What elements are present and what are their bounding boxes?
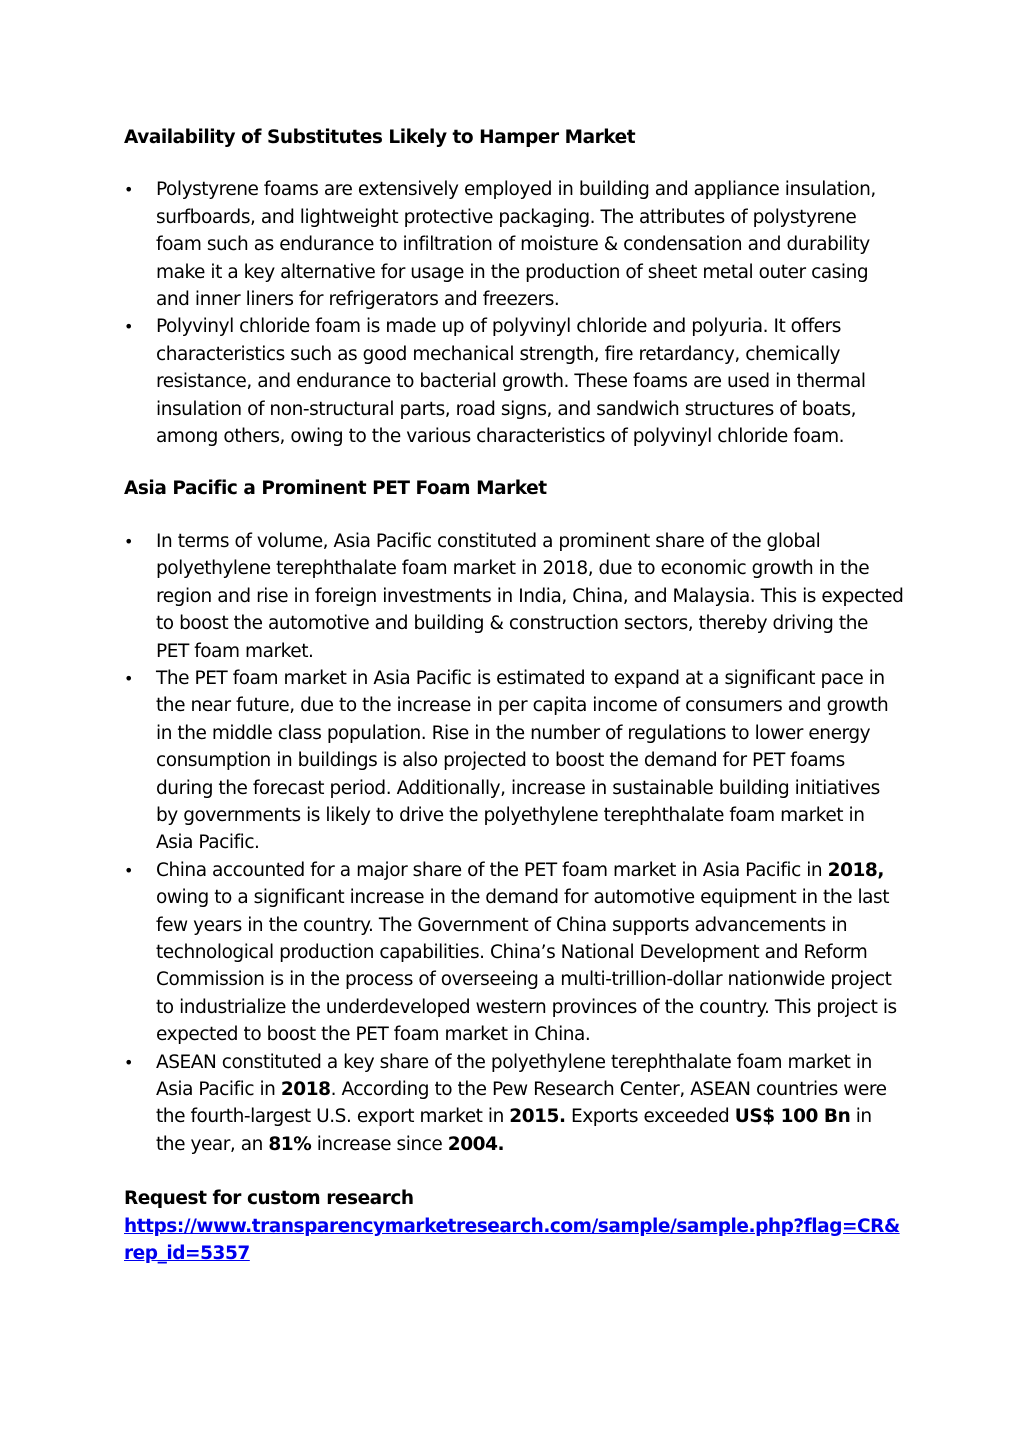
- section-heading-asia-pacific: Asia Pacific a Prominent PET Foam Market: [124, 478, 547, 500]
- list-item: [124, 1049, 904, 1159]
- asia-pacific-list: [124, 528, 904, 1158]
- request-section: [124, 1185, 904, 1267]
- section-heading-substitutes: Availability of Substitutes Likely to Hamper Market: [124, 127, 636, 148]
- bold-percent: 81%: [268, 1133, 312, 1155]
- list-item-text: [156, 1052, 887, 1155]
- bold-year: 2015.: [509, 1106, 566, 1128]
- text-run: ASEAN constituted a key share of the polyethylene terephthalate foam market in Asia Pacific in: [156, 1051, 872, 1100]
- list-item: [124, 857, 904, 1049]
- text-run: owing to a significant increase in the demand for automotive equipment in the last few years in the country. The Government of China supports advancements in technological production capabilities. China’s National Development and Reform Commission is in the process of overseeing a multi-trillion-dollar nationwide project to industrialize the underdeveloped western provinces of the country. This project is expected to boost the PET foam market in China.: [156, 887, 897, 1046]
- list-item-text: The PET foam market in Asia Pacific is estimated to expand at a significant pace in the near future, due to the increase in per capita income of consumers and growth in the middle class population. Rise in the number of regulations to lower energy consumption in buildings is also projected to boost the demand for PET foams during the forecast period. Additionally, increase in sustainable building initiatives by governments is likely to drive the polyethylene terephthalate foam market in Asia Pacific.: [156, 667, 889, 854]
- text-run: increase since: [311, 1133, 448, 1155]
- request-title: Request for custom research: [124, 1188, 414, 1210]
- bullet-icon: •: [124, 180, 133, 200]
- bold-year: 2004.: [447, 1133, 505, 1155]
- text-run: China accounted for a major share of the PET foam market in Asia Pacific in: [156, 859, 828, 881]
- bold-amount: US$ 100 Bn: [734, 1106, 851, 1128]
- bold-year: 2018,: [827, 859, 884, 881]
- list-item: [124, 528, 904, 665]
- bold-year: 2018: [280, 1079, 331, 1100]
- list-item: [124, 313, 904, 450]
- list-item: [124, 665, 904, 857]
- substitutes-list: [124, 176, 904, 450]
- bullet-icon: •: [124, 531, 133, 551]
- document-page: [124, 124, 904, 1267]
- list-item: [124, 176, 904, 313]
- list-item-text: [156, 860, 897, 1045]
- text-run: in the year, an: [156, 1106, 872, 1155]
- list-item-text: Polystyrene foams are extensively employed in building and appliance insulation, surfboards, and lightweight protective packaging. The attributes of polystyrene foam such as endurance to infiltration of moisture & condensation and durability make it a key alternative for usage in the production of sheet metal outer casing and inner liners for refrigerators and freezers.: [156, 179, 876, 311]
- list-item-text: In terms of volume, Asia Pacific constituted a prominent share of the global polyethylene terephthalate foam market in 2018, due to economic growth in the region and rise in foreign investments in India, China, and Malaysia. This is expected to boost the automotive and building & construction sectors, thereby driving the PET foam market.: [156, 530, 904, 662]
- bullet-icon: •: [124, 860, 133, 880]
- request-link[interactable]: https://www.transparencymarketresearch.com/sample/sample.php?flag=CR&rep_id=5357: [124, 1215, 900, 1265]
- list-item-text: Polyvinyl chloride foam is made up of polyvinyl chloride and polyuria. It offers characteristics such as good mechanical strength, fire retardancy, chemically resistance, and endurance to bacterial growth. These foams are used in thermal insulation of non-structural parts, road signs, and sandwich structures of boats, among others, owing to the various characteristics of polyvinyl chloride foam.: [156, 316, 866, 448]
- text-run: . According to the Pew Research Center, ASEAN countries were the fourth-largest U.S. export market in: [156, 1079, 887, 1128]
- bullet-icon: •: [124, 668, 133, 688]
- bullet-icon: •: [124, 317, 133, 337]
- bullet-icon: •: [124, 1052, 133, 1072]
- text-run: Exports exceeded: [565, 1106, 735, 1128]
